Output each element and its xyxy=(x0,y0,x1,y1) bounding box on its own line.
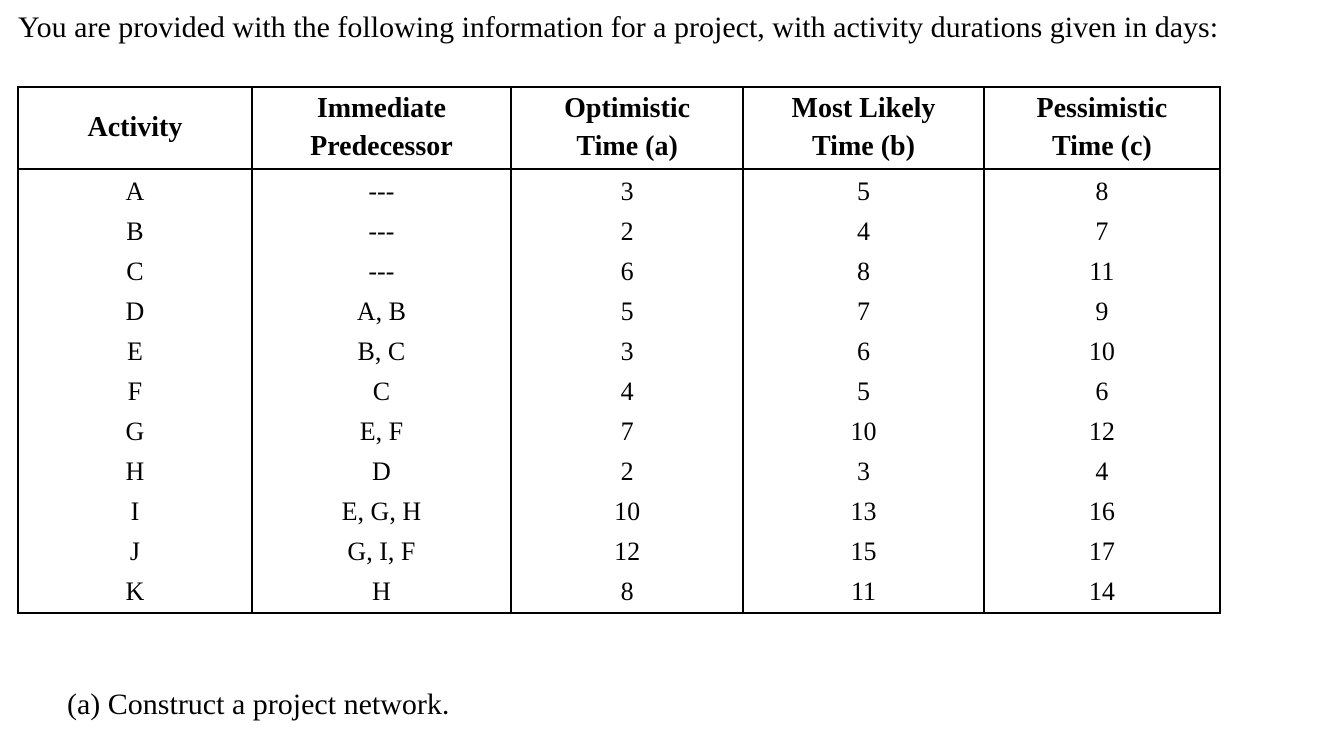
cell-activity: I xyxy=(18,492,252,532)
cell-pessimistic: 6 xyxy=(1095,377,1109,406)
cell-predecessor: A, B xyxy=(252,292,511,332)
cell-activity: H xyxy=(18,452,252,492)
cell-predecessor: --- xyxy=(252,252,511,292)
cell-optimistic: 7 xyxy=(511,412,743,452)
table-row xyxy=(18,572,1220,613)
cell-optimistic: 5 xyxy=(511,292,743,332)
table-row xyxy=(18,452,1220,492)
cell-optimistic: 8 xyxy=(511,572,743,613)
cell-most-likely: 10 xyxy=(743,412,983,452)
cell-pessimistic: 11 xyxy=(1089,257,1115,286)
cell-most-likely: 5 xyxy=(743,169,983,212)
cell-activity: D xyxy=(18,292,252,332)
cell-most-likely: 3 xyxy=(743,452,983,492)
table-row xyxy=(18,292,1220,332)
header-most-likely-time: Most Likely Time (b) xyxy=(743,87,983,169)
cell-pessimistic: 8 xyxy=(1095,177,1109,206)
cell-activity: E xyxy=(18,332,252,372)
cell-predecessor: B, C xyxy=(252,332,511,372)
cell-predecessor: G, I, F xyxy=(252,532,511,572)
cell-predecessor: E, G, H xyxy=(252,492,511,532)
cell-most-likely: 6 xyxy=(743,332,983,372)
cell-activity: G xyxy=(18,412,252,452)
table-row xyxy=(18,252,1220,292)
cell-pessimistic: 10 xyxy=(1088,337,1115,366)
cell-activity: K xyxy=(18,572,252,613)
cell-optimistic: 2 xyxy=(511,452,743,492)
cell-most-likely: 15 xyxy=(743,532,983,572)
cell-optimistic: 12 xyxy=(511,532,743,572)
cell-activity: F xyxy=(18,372,252,412)
question-a: (a) Construct a project network. xyxy=(67,688,450,721)
table-row xyxy=(18,492,1220,532)
table-row xyxy=(18,532,1220,572)
cell-optimistic: 6 xyxy=(511,252,743,292)
cell-pessimistic: 17 xyxy=(1088,537,1115,566)
cell-pessimistic: 9 xyxy=(1095,297,1109,326)
cell-predecessor: --- xyxy=(252,212,511,252)
cell-most-likely: 8 xyxy=(743,252,983,292)
table-row xyxy=(18,332,1220,372)
cell-most-likely: 7 xyxy=(743,292,983,332)
cell-activity: B xyxy=(18,212,252,252)
cell-predecessor: E, F xyxy=(252,412,511,452)
cell-optimistic: 4 xyxy=(511,372,743,412)
header-optimistic-time: Optimistic Time (a) xyxy=(511,87,743,169)
header-row xyxy=(18,87,1220,169)
cell-most-likely: 13 xyxy=(743,492,983,532)
cell-activity: J xyxy=(18,532,252,572)
cell-most-likely: 11 xyxy=(743,572,983,613)
cell-pessimistic: 12 xyxy=(1088,417,1115,446)
cell-pessimistic: 7 xyxy=(1095,217,1109,246)
cell-pessimistic: 14 xyxy=(1088,577,1115,606)
problem-statement: You are provided with the following information for a project, with activity durations given in days: xyxy=(18,11,1219,44)
table-row xyxy=(18,412,1220,452)
table-row xyxy=(18,212,1220,252)
cell-most-likely: 5 xyxy=(743,372,983,412)
table-row xyxy=(18,372,1220,412)
cell-pessimistic: 4 xyxy=(1095,457,1109,486)
cell-predecessor: D xyxy=(252,452,511,492)
cell-predecessor: --- xyxy=(252,169,511,212)
header-activity: Activity xyxy=(18,87,252,169)
cell-most-likely: 4 xyxy=(743,212,983,252)
table-body xyxy=(18,169,1220,613)
cell-activity: A xyxy=(18,169,252,212)
cell-optimistic: 3 xyxy=(511,169,743,212)
cell-optimistic: 2 xyxy=(511,212,743,252)
cell-optimistic: 3 xyxy=(511,332,743,372)
cell-predecessor: H xyxy=(252,572,511,613)
cell-pessimistic: 16 xyxy=(1088,497,1115,526)
activity-table xyxy=(17,86,1221,614)
table-row xyxy=(18,169,1220,212)
cell-optimistic: 10 xyxy=(511,492,743,532)
header-pessimistic-time: Pessimistic Time (c) xyxy=(984,87,1220,169)
header-immediate-predecessor: Immediate Predecessor xyxy=(252,87,511,169)
cell-predecessor: C xyxy=(252,372,511,412)
cell-activity: C xyxy=(18,252,252,292)
